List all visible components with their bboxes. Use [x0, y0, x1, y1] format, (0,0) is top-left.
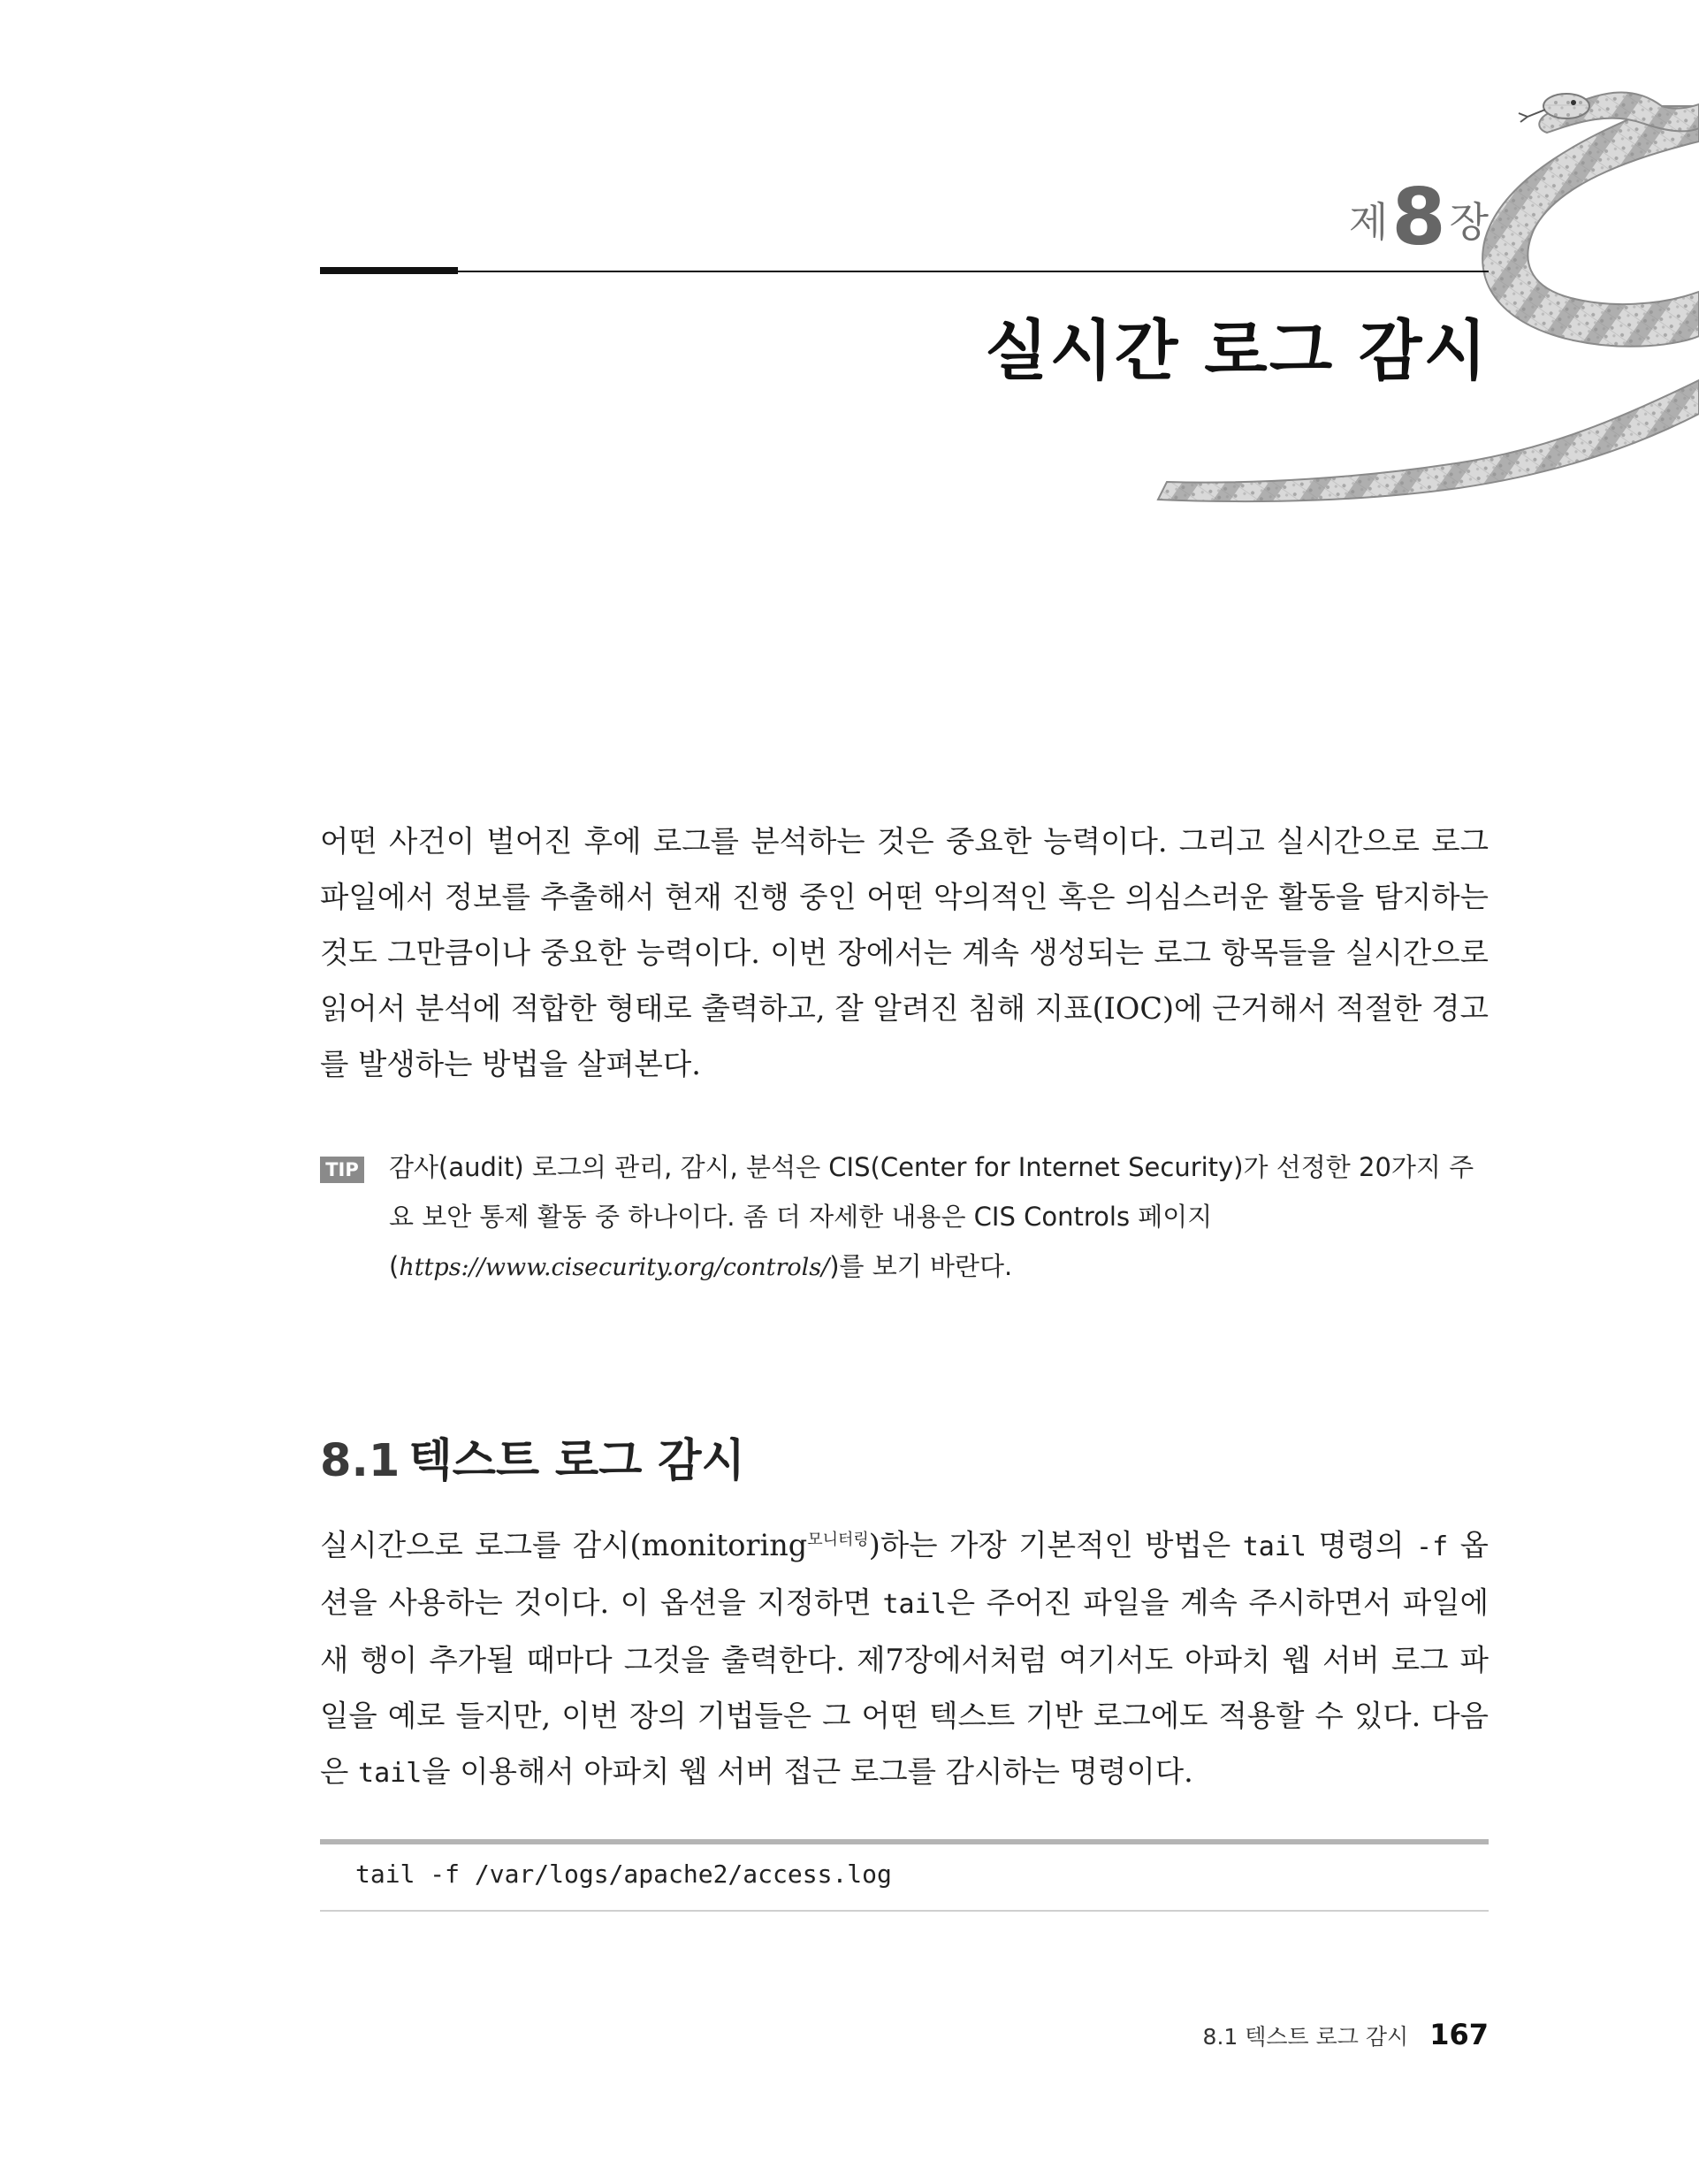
inline-code-flag: -f [1416, 1531, 1449, 1563]
tail-text-6: 을 이용해서 아파치 웹 서버 접근 로그를 감시하는 명령이다. [422, 1754, 1193, 1790]
chapter-title: 실시간 로그 감시 [985, 313, 1489, 389]
tip-url-link[interactable]: https://www.cisecurity.org/controls/ [399, 1254, 830, 1281]
section-title: 텍스트 로그 감시 [408, 1435, 745, 1487]
chapter-suffix: 장 [1449, 198, 1489, 246]
section-number: 8.1 [320, 1435, 400, 1487]
code-block: tail -f /var/logs/apache2/access.log [355, 1859, 892, 1889]
intro-paragraph: 어떤 사건이 벌어진 후에 로그를 분석하는 것은 중요한 능력이다. 그리고 실시간으로 로그 파일에서 정보를 추출해서 현재 진행 중인 어떤 악의적인 혹은 의심스러운 활동을 탐지하는 것도 그만큼이나 중요한 능력이다. 이번 장에서는 계속 생성되는 로그 항목들을 실시간으로 읽어서 분석에 적합한 형태로 출력하고, 잘 알려진 침해 지표(IOC)에 근거해서 적절한 경고를 발생하는 방법을 살펴본다. [320, 824, 1489, 1081]
tip-text [389, 1142, 1490, 1293]
tail-text-5: 은 주어진 파일을 계속 주시하면서 파일에 새 행이 추가될 때마다 그것을 출력한다. 제7장에서처럼 여기서도 아파치 웹 서버 로그 파일을 예로 들지만, 이번 장의 기법들은 그 어떤 텍스트 기반 로그에도 적용할 수 있다. 다음은 [320, 1585, 1489, 1790]
tail-text-2: )하는 가장 기본적인 방법은 [868, 1528, 1243, 1563]
code-block-top-rule [320, 1839, 1489, 1844]
tip-text-before: 감사(audit) 로그의 관리, 감시, 분석은 CIS(Center for Internet Security)가 선정한 20가지 주요 보안 통제 활동 중 하나이다. 좀 더 자세한 내용은 CIS Controls 페이지( [389, 1152, 1474, 1281]
tail-text-3: 명령의 [1306, 1528, 1417, 1563]
tip-text-after: )를 보기 바란다. [829, 1251, 1013, 1281]
tail-text-1: 실시간으로 로그를 감시(monitoring [320, 1528, 808, 1563]
chapter-label [1348, 168, 1489, 263]
code-block-bottom-rule [320, 1910, 1489, 1912]
chapter-number: 8 [1391, 172, 1446, 263]
chapter-prefix: 제 [1348, 198, 1389, 246]
page-number: 167 [1429, 2018, 1489, 2051]
tail-paragraph [320, 1512, 1489, 1801]
page-footer [1203, 2018, 1489, 2051]
inline-code-tail-3: tail [358, 1758, 423, 1790]
tail-text-4: 옵션을 사용하는 것이다. 이 옵션을 지정하면 [320, 1528, 1489, 1621]
footer-section-label: 8.1 텍스트 로그 감시 [1202, 2024, 1409, 2050]
section-heading [320, 1424, 745, 1489]
inline-code-tail: tail [1242, 1531, 1307, 1563]
gloss-superscript: 모니터링 [807, 1531, 869, 1549]
tip-badge: TIP [320, 1157, 364, 1183]
chapter-rule [320, 271, 1489, 272]
inline-code-tail-2: tail [882, 1589, 947, 1621]
